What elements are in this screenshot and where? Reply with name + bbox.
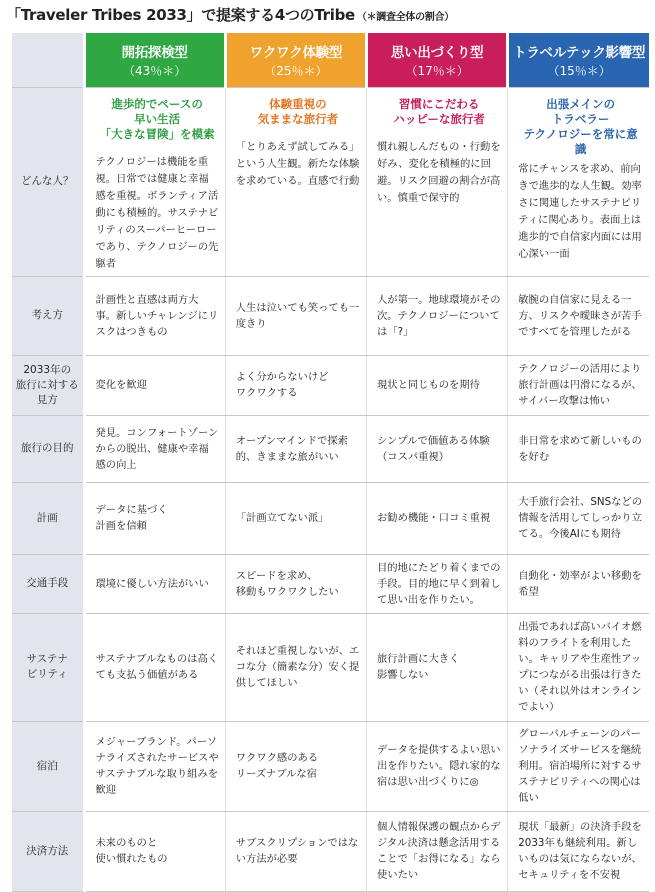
tribe-percent: （43％＊） [122,63,187,78]
row-lodging [12,721,649,811]
table-cell: 目的地にたどり着くまでの手段。目的地に早く到着して思い出を作りたい。 [367,554,508,613]
who-cell-3 [367,87,508,276]
tribe-name: ワクワク体験型 [249,44,343,61]
row-mindset [12,276,649,355]
table-cell: データに基づく 計画を信頼 [84,482,225,554]
row-label: サステナ ビリティ [12,613,84,721]
row-payment [12,811,649,891]
tribe-tagline: 進歩的でペースの 早い生活 「大きな冒険」を模索 [99,96,215,141]
tribe-description: 慣れ親しんだもの・行動を好み、変化を積極的に回避。リスク回避の割合が高い。慎重で保守的 [377,140,501,204]
table-cell: よく分からないけど ワクワクする [225,355,366,415]
who-cell-4 [508,87,649,276]
tribe-name: 開拓探検型 [121,44,188,61]
table-cell: スピードを求め、 移動もワクワクしたい [225,554,366,613]
table-cell: 現状と同じものを期待 [367,355,508,415]
row-label: 旅行の目的 [12,415,84,482]
table-cell: グローバルチェーンのパーソナライズサービスを継続利用。宿泊場所に対するサステナビリティへの関心は低い [508,721,649,811]
row-view-2033 [12,355,649,415]
table-cell: お勧め機能・口コミ重視 [367,482,508,554]
tribe-tagline: 体験重視の 気ままな旅行者 [257,96,339,126]
table-cell: 大手旅行会社、SNSなどの情報を活用してしっかり立てる。今後AIにも期待 [508,482,649,554]
tribe-tagline: 出張メインの トラベラー テクノロジーを常に意識 [523,96,638,156]
tribe-header-4 [508,33,649,87]
table-cell: ワクワク感のある リーズナブルな宿 [225,721,366,811]
table-cell: 環境に優しい方法がいい [84,554,225,613]
table-cell: 非日常を求めて新しいものを好む [508,415,649,482]
tribe-name: トラベルテック影響型 [513,44,646,61]
table-cell: 人が第一。地球環境がその次。テクノロジーについては「?」 [367,276,508,355]
corner-cell [12,33,84,87]
table-cell: データを提供するよい思い出を作りたい。隠れ家的な宿は思い出づくりに◎ [367,721,508,811]
row-label: どんな人？ [12,87,84,276]
tribe-header-2 [225,33,366,87]
table-cell: 発見。コンフォートゾーンからの脱出、健康や幸福感の向上 [84,415,225,482]
table-cell: 未来のものと 使い慣れたもの [84,811,225,891]
who-cell-2 [225,87,366,276]
table-cell: 個人情報保護の観点からデジタル決済は懸念活用することで「お得になる」なら使いたい [367,811,508,891]
table-cell: テクノロジーの活用により旅行計画は円滑になるが、サイバー攻撃は怖い [508,355,649,415]
table-cell: メジャーブランド。パーソナライズされたサービスやサステナブルな取り組みを歓迎 [84,721,225,811]
row-label: 考え方 [12,276,84,355]
tribe-tagline: 習慣にこだわる ハッピーな旅行者 [393,96,485,126]
table-cell: それほど重視しないが、エコな分（簡素な分）安く提供してほしい [225,613,366,721]
tribe-description: 常にチャンスを求め、前向きで進歩的な人生観。効率さに関連したサステナビリティに関心あり。表面上は進歩的で自信家内面には用心深い一面 [518,162,642,260]
table-cell: シンプルで価値ある体験（コスパ重視） [367,415,508,482]
row-label: 交通手段 [12,554,84,613]
table-cell: 旅行計画に大きく 影響しない [367,613,508,721]
row-label: 宿泊 [12,721,84,811]
row-label: 2033年の 旅行に対する 見方 [12,355,84,415]
row-who [12,87,649,276]
row-planning [12,482,649,554]
title-main: 「Traveler Tribes 2033」で提案する4つのTribe [6,6,355,24]
tribe-header-1 [84,33,225,87]
tribe-header-3 [367,33,508,87]
tribes-table [12,33,649,892]
tribe-description: 「とりあえず試してみる」という人生観。新たな体験を求めている。直感で行動 [235,140,360,187]
table-cell: サブスクリプションではない方法が必要 [225,811,366,891]
table-cell: 人生は泣いても笑っても一度きり [225,276,366,355]
row-label: 計画 [12,482,84,554]
title-note: （＊調査全体の割合） [356,12,454,23]
tribe-name: 思い出づくり型 [390,44,484,61]
table-cell: 計画性と直感は両方大事。新しいチャレンジにリスクはつきもの [84,276,225,355]
header-row [12,33,649,87]
row-label: 決済方法 [12,811,84,891]
tribe-description: テクノロジーは機能を重視。日常では健康と幸福感を重視。ボランティア活動にも積極的。サステナビリティのスーパーヒーローであり、テクノロジーの先駆者 [95,155,219,270]
row-purpose [12,415,649,482]
table-cell: オープンマインドで探索的、きままな旅がいい [225,415,366,482]
tribe-percent: （17％＊） [405,63,469,78]
table-cell: 「計画立てない派」 [225,482,366,554]
table-cell: 敏腕の自信家に見える一方、リスクや曖昧さが苦手ですべてを管理したがる [508,276,649,355]
tribe-percent: （25％＊） [264,63,328,78]
row-sustainability [12,613,649,721]
table-cell: 出張であれば高いバイオ燃料のフライトを利用したい。キャリアや生産性アップにつながる出張は行きたい（それ以外はオンラインでよい） [508,613,649,721]
row-transport [12,554,649,613]
table-cell: サステナブルなものは高くても支払う価値がある [84,613,225,721]
table-cell: 変化を歓迎 [84,355,225,415]
table-cell: 現状「最新」の決済手段を2033年も継続利用。新しいものは気にならないが、セキュリティを不安視 [508,811,649,891]
page-title [6,4,454,28]
who-cell-1 [84,87,225,276]
table-cell: 自動化・効率がよい移動を希望 [508,554,649,613]
tribe-percent: （15％＊） [547,63,611,78]
